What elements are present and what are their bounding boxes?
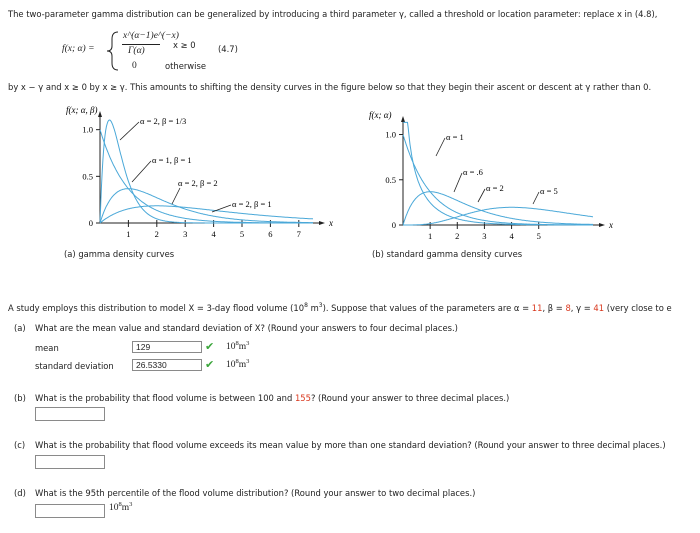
curve-label: α = 1, β = 1 [152,155,192,165]
mean-input[interactable]: 129 [132,341,202,353]
part-d-question: What is the 95th percentile of the flood volume distribution? (Round your answer to two decimal places.) [35,488,476,498]
study-exp-8: 8 [304,302,308,309]
mean-correct-check-icon: ✔ [205,340,215,353]
study-text-pre: A study employs this distribution to model X = 3-day flood volume (10 [8,302,305,313]
curve-label-leader [132,161,151,182]
unit-m-exp: 3 [246,358,250,365]
zero-branch: 0 [132,61,137,71]
curve-label: α = 2, β = 1/3 [140,116,187,126]
unit-m: m [121,503,130,514]
x-tick-label: 5 [239,229,245,239]
function-lhs: f(x; α) = [62,44,95,54]
y-axis-label: f(x; α, β) [66,105,98,115]
x-tick-label: 5 [536,231,541,241]
x-tick-label: 1 [126,229,131,239]
part-b-highlight: 155 [294,393,311,403]
unit-m-exp: 3 [129,501,133,508]
part-b-input[interactable] [35,407,105,421]
y-axis-arrow-icon [98,111,102,117]
sd-correct-check-icon: ✔ [205,358,215,371]
x-axis-label: x [609,220,613,230]
pdf-denominator: Γ(α) [128,46,145,56]
x-axis-arrow-icon [319,221,325,225]
curve-label: α = .6 [463,167,483,177]
density-curve [403,135,593,225]
part-b-label: (b) [14,393,26,403]
part-d-label: (d) [14,488,26,498]
unit-m: m [238,360,247,371]
sep-1: , β = [542,302,566,313]
density-curve [403,122,593,225]
study-exp-3: 3 [318,302,323,309]
mean-unit [226,340,249,352]
x-tick-label: 2 [154,229,159,239]
equation-number: (4.7) [218,44,238,54]
study-text-mid: m [307,302,319,313]
curve-label: α = 2, β = 2 [178,178,218,188]
x-tick-label: 1 [428,231,433,241]
pdf-numerator: x^(α−1)e^(−x) [123,31,179,41]
density-curve [100,189,313,223]
beta-value: 8 [565,302,571,313]
curve-label: α = 2, β = 1 [232,199,272,209]
figure-a-caption: (a) gamma density curves [64,249,175,259]
x-tick-label: 3 [482,231,487,241]
y-tick-label: 1.0 [385,129,396,140]
curve-label: α = 5 [540,186,558,196]
unit-base: 10 [109,503,119,514]
curve-label-leader [478,189,485,202]
part-b-question [35,393,509,403]
y-tick-label: 0 [88,218,93,228]
alpha-value: 11 [531,302,543,313]
y-tick-label: 0.5 [385,174,396,185]
unit-exp: 8 [235,358,239,365]
gamma-value: 41 [593,302,605,313]
part-c-question: What is the probability that flood volume exceeds its mean value by more than one standard deviation? (Round your answer to three decimal places.) [35,440,666,450]
unit-m: m [238,342,247,353]
study-statement [8,302,672,313]
y-tick-label: 0 [391,220,396,230]
fraction-bar [122,44,160,45]
y-axis-label: f(x; α) [369,110,392,120]
x-tick-label: 4 [211,229,216,239]
x-tick-label: 2 [455,231,460,241]
density-curve [100,130,313,223]
y-tick-label: 1.0 [82,124,93,135]
x-tick-label: 4 [509,231,514,241]
curve-label: α = 2 [486,183,504,193]
x-tick-label: 7 [296,229,301,239]
curve-label-leader [436,138,445,156]
mean-label: mean [35,343,59,353]
x-tick-label: 6 [268,229,273,239]
curve-label-leader [120,122,139,140]
part-a-label: (a) [14,323,26,333]
condition-2: otherwise [165,61,207,71]
part-c-input[interactable] [35,455,105,469]
sd-input[interactable]: 26.5330 [132,359,202,371]
curve-label-leader [454,173,462,192]
figure-b-standard-gamma [368,98,613,248]
y-tick-label: 0.5 [82,171,93,182]
study-tail: (very close to e [604,302,672,313]
curve-label-leader [533,192,539,204]
intro-line-1: The two-parameter gamma distribution can be generalized by introducing a third parameter γ, called a threshold or location parameter: replace x in (4.8), [8,9,658,19]
part-c-label: (c) [14,440,26,450]
part-b-question-post: ? (Round your answer to three decimal places.) [310,393,510,403]
sd-label: standard deviation [35,361,114,371]
sd-unit [226,358,249,370]
part-a-question: What are the mean value and standard deviation of X? (Round your answers to four decimal places.) [35,323,458,333]
condition-1: x ≥ 0 [173,40,196,50]
x-tick-label: 3 [183,229,188,239]
unit-exp: 8 [118,501,122,508]
sep-2: , γ = [570,302,594,313]
unit-m-exp: 3 [246,340,250,347]
study-text-post: ). Suppose that values of the parameters are α = [322,302,532,313]
unit-base: 10 [226,342,236,353]
x-axis-arrow-icon [599,223,605,227]
intro-line-2: by x − γ and x ≥ 0 by x ≥ γ. This amounts to shifting the density curves in the figure below so that they begin their ascent or descent at γ rather than 0. [8,82,652,92]
part-d-unit [109,501,132,513]
part-d-input[interactable] [35,504,105,518]
part-b-question-pre: What is the probability that flood volume is between 100 and [35,393,295,403]
unit-base: 10 [226,360,236,371]
figure-b-caption: (b) standard gamma density curves [372,249,523,259]
curve-label-leader [172,188,180,204]
brace-icon [106,31,120,71]
figure-a-gamma-density [60,98,333,248]
x-axis-label: x [329,218,333,228]
unit-exp: 8 [235,340,239,347]
y-axis-arrow-icon [401,116,405,122]
curve-label: α = 1 [446,132,464,142]
